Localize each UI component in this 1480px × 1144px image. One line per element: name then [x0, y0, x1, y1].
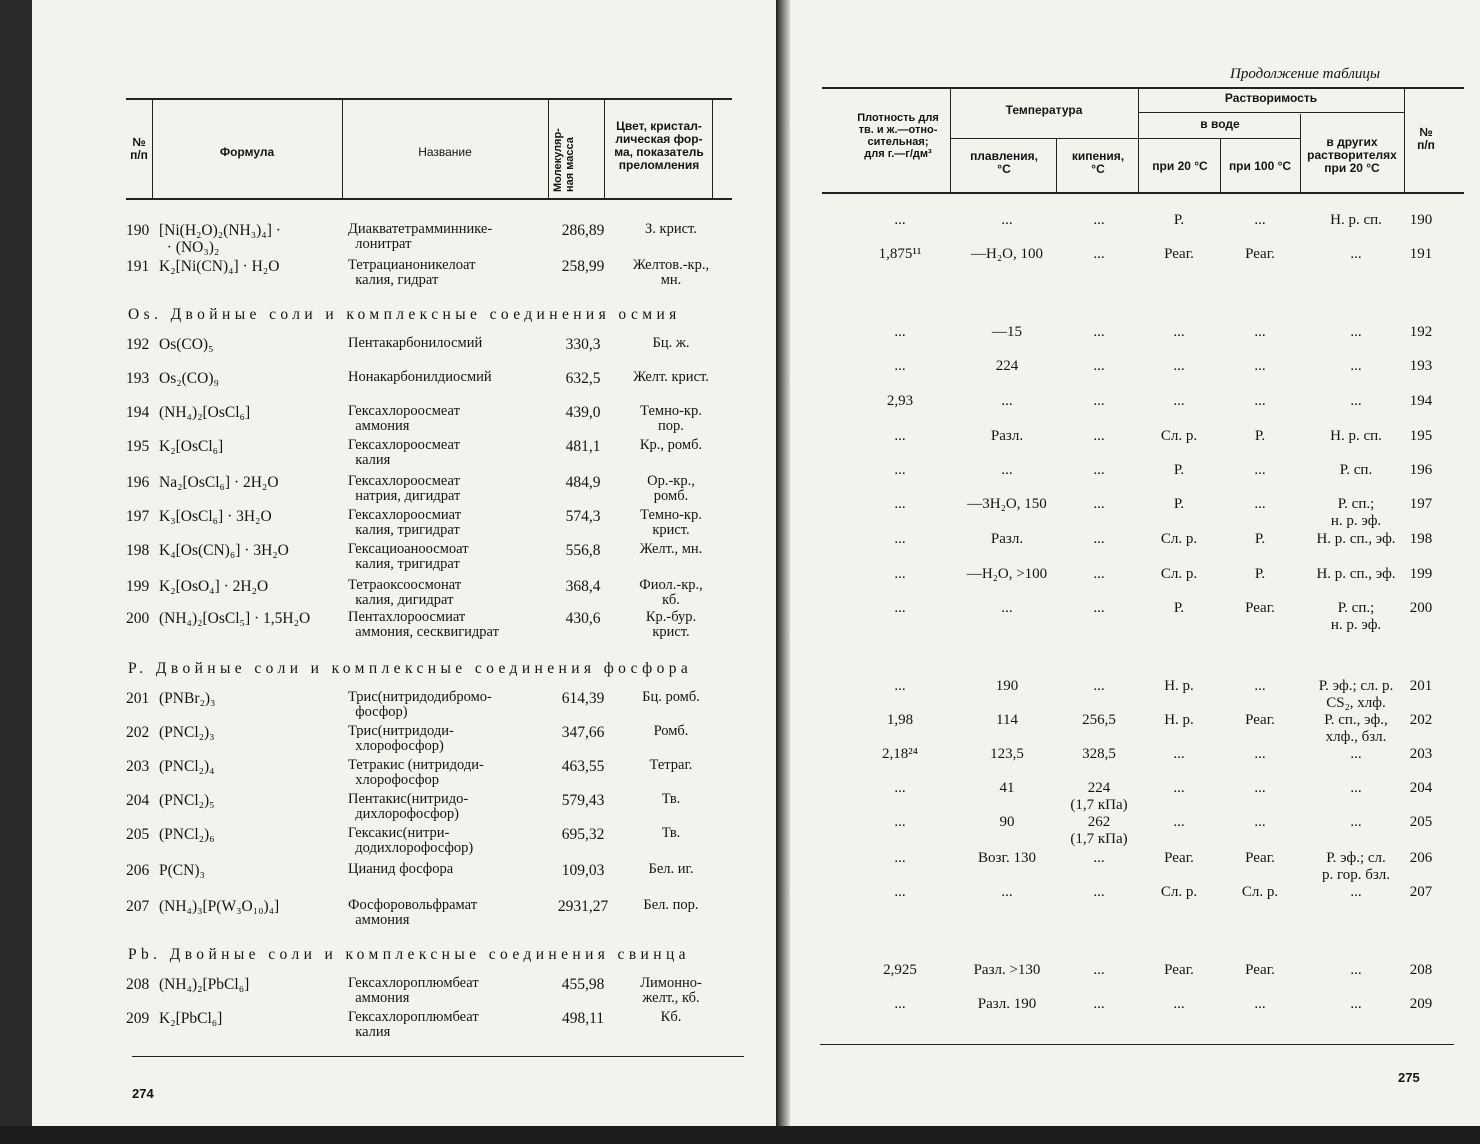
name-cell: Гексациоаноосмоат калия, тригидрат — [348, 541, 469, 572]
row-number: 207 — [1409, 884, 1433, 900]
name-cell: Гексахлороосмиат калия, тригидрат — [348, 507, 462, 538]
row-number: 201 — [126, 690, 150, 707]
row-number: 199 — [1409, 566, 1433, 582]
description-cell: Темно-кр. крист. — [640, 507, 702, 538]
row-number: 192 — [126, 336, 150, 353]
other-solvents-cell: Н. р. сп., эф. — [1316, 531, 1396, 547]
description-cell: Ор.-кр., ромб. — [647, 473, 695, 504]
row-number: 207 — [126, 898, 150, 915]
description-cell: Тв. — [661, 825, 681, 841]
melting-cell: Разл. >130 — [973, 962, 1041, 978]
header-bottom-rule — [822, 192, 1464, 194]
description-cell: Желт. крист. — [633, 369, 709, 385]
melting-cell: Разл. — [990, 428, 1024, 444]
continuation-label: Продолжение таблицы — [1230, 66, 1381, 82]
other-solvents-cell: Н. р. сп. — [1330, 428, 1382, 444]
row-number: 190 — [1409, 212, 1433, 228]
row-number: 200 — [1409, 600, 1433, 616]
mass-cell: 109,03 — [561, 862, 605, 879]
other-solvents-cell: Р. сп., эф., хлф., бзл. — [1324, 712, 1388, 745]
melting-cell: ... — [1001, 884, 1013, 900]
description-cell: Бц. ж. — [652, 335, 690, 351]
header-top-rule — [126, 98, 732, 100]
formula-cell: K₄[Os(CN)₆] · 3H₂O — [159, 542, 289, 559]
water-20-cell: Р. — [1173, 496, 1185, 512]
mass-cell: 430,6 — [565, 610, 601, 627]
water-100-cell: ... — [1254, 678, 1266, 694]
density-cell: ... — [894, 600, 906, 616]
mass-cell: 463,55 — [561, 758, 605, 775]
formula-cell: K₂[PbCl₆] — [159, 1010, 223, 1027]
formula-cell: (PNBr₂)₃ — [159, 690, 216, 707]
mass-cell: 484,9 — [565, 474, 601, 491]
water-100-cell: ... — [1254, 212, 1266, 228]
boiling-cell: 262 (1,7 кПа) — [1070, 814, 1128, 847]
name-cell: Гексакис(нитри- додихлорофосфор) — [348, 825, 474, 856]
water-20-cell: ... — [1173, 780, 1185, 796]
water-20-cell: Р. — [1173, 212, 1185, 228]
boiling-cell: ... — [1093, 246, 1105, 262]
density-cell: 1,875¹¹ — [878, 246, 922, 262]
header-boiling: кипения, °С — [1071, 149, 1125, 176]
melting-cell: Возг. 130 — [978, 850, 1036, 866]
header-divider — [1138, 89, 1139, 192]
other-solvents-cell: Н. р. сп. — [1330, 212, 1382, 228]
header-at20: при 20 °С — [1152, 159, 1208, 173]
formula-cell: (PNCl₂)₄ — [159, 758, 215, 775]
mass-cell: 632,5 — [565, 370, 601, 387]
footer-rule — [132, 1056, 744, 1057]
description-cell: Кр.-бур. крист. — [645, 609, 697, 640]
boiling-cell: ... — [1093, 358, 1105, 374]
header-divider — [1404, 89, 1405, 192]
formula-cell: (PNCl₂)₃ — [159, 724, 215, 741]
header-top-rule — [822, 87, 1464, 89]
density-cell: ... — [894, 884, 906, 900]
formula-cell: (NH₄)₂[PbCl₆] — [159, 976, 250, 993]
right-page — [790, 0, 1480, 1126]
mass-cell: 455,98 — [561, 976, 605, 993]
density-cell: 1,98 — [886, 712, 914, 728]
boiling-cell: ... — [1093, 850, 1105, 866]
density-cell: ... — [894, 212, 906, 228]
header-divider — [604, 100, 605, 198]
density-cell: ... — [894, 462, 906, 478]
row-number: 192 — [1409, 324, 1433, 340]
name-cell: Диакватетрамминнике- лонитрат — [348, 221, 493, 252]
header-subrule — [950, 138, 1138, 139]
formula-cell: K₂[OsCl₆] — [159, 438, 224, 455]
water-100-cell: ... — [1254, 746, 1266, 762]
header-divider — [342, 100, 343, 198]
density-cell: ... — [894, 996, 906, 1012]
density-cell: 2,18²⁴ — [882, 746, 918, 762]
boiling-cell: ... — [1093, 962, 1105, 978]
header-divider — [548, 100, 549, 198]
melting-cell: 90 — [999, 814, 1015, 830]
water-100-cell: ... — [1254, 780, 1266, 796]
name-cell: Пентакарбонилосмий — [348, 335, 483, 351]
description-cell: Ромб. — [653, 723, 689, 739]
row-number: 203 — [1409, 746, 1433, 762]
row-number: 205 — [1409, 814, 1433, 830]
boiling-cell: ... — [1093, 600, 1105, 616]
other-solvents-cell: Р. сп.; н. р. эф. — [1330, 600, 1382, 633]
water-100-cell: ... — [1254, 358, 1266, 374]
description-cell: Кр., ромб. — [639, 437, 703, 453]
other-solvents-cell: Р. сп.; н. р. эф. — [1330, 496, 1382, 529]
melting-cell: 41 — [999, 780, 1015, 796]
row-number: 197 — [126, 508, 150, 525]
description-cell: Фиол.-кр., кб. — [639, 577, 703, 608]
formula-cell: (PNCl₂)₆ — [159, 826, 215, 843]
mass-cell: 614,39 — [561, 690, 605, 707]
row-number: 203 — [126, 758, 150, 775]
melting-cell: Разл. 190 — [977, 996, 1037, 1012]
melting-cell: ... — [1001, 600, 1013, 616]
header-subrule — [1138, 138, 1300, 139]
row-number: 195 — [126, 438, 150, 455]
water-20-cell: Р. — [1173, 600, 1185, 616]
formula-cell: (PNCl₂)₅ — [159, 792, 215, 809]
other-solvents-cell: ... — [1350, 393, 1362, 409]
row-number: 191 — [1409, 246, 1433, 262]
formula-cell: (NH₄)₂[OsCl₅] · 1,5H₂O — [159, 610, 311, 627]
header-solubility: Растворимость — [1224, 91, 1318, 105]
name-cell: Трис(нитридоди- хлорофосфор) — [348, 723, 454, 754]
mass-cell: 330,3 — [565, 336, 601, 353]
name-cell: Гексахлороосмеат натрия, дигидрат — [348, 473, 461, 504]
mass-cell: 481,1 — [565, 438, 601, 455]
water-100-cell: Р. — [1254, 566, 1266, 582]
name-cell: Тетракис (нитридоди- хлорофосфор — [348, 757, 484, 788]
water-20-cell: Н. р. — [1164, 678, 1194, 694]
name-cell: Нонакарбонилдиосмий — [348, 369, 492, 385]
density-cell: ... — [894, 814, 906, 830]
water-20-cell: ... — [1173, 746, 1185, 762]
description-cell: З. крист. — [645, 221, 697, 237]
row-number: 190 — [126, 222, 150, 239]
water-20-cell: Сл. р. — [1160, 884, 1198, 900]
header-density: Плотность для тв. и ж.—отно- сительная; для г.—г/дм³ — [857, 112, 939, 160]
row-number: 195 — [1409, 428, 1433, 444]
section-heading: Os. Двойные соли и комплексные соединения осмия — [128, 306, 681, 323]
density-cell: ... — [894, 678, 906, 694]
melting-cell: —H₂O, >100 — [966, 566, 1048, 582]
water-100-cell: Р. — [1254, 428, 1266, 444]
water-100-cell: Реаг. — [1245, 600, 1275, 616]
description-cell: Бел. иг. — [648, 861, 694, 877]
water-100-cell: ... — [1254, 324, 1266, 340]
boiling-cell: ... — [1093, 566, 1105, 582]
description-cell: Лимонно- желт., кб. — [640, 975, 702, 1006]
mass-cell: 556,8 — [565, 542, 601, 559]
boiling-cell: ... — [1093, 884, 1105, 900]
other-solvents-cell: ... — [1350, 780, 1362, 796]
row-number: 194 — [1409, 393, 1433, 409]
mass-cell: 574,3 — [565, 508, 601, 525]
name-cell: Гексахлороосмеат аммония — [348, 403, 460, 434]
water-20-cell: Реаг. — [1164, 850, 1194, 866]
boiling-cell: ... — [1093, 531, 1105, 547]
header-name: Название — [418, 145, 472, 159]
water-100-cell: Реаг. — [1245, 962, 1275, 978]
boiling-cell: ... — [1093, 996, 1105, 1012]
mass-cell: 347,66 — [561, 724, 605, 741]
name-cell: Фосфоровольфрамат аммония — [348, 897, 478, 928]
water-20-cell: Сл. р. — [1160, 428, 1198, 444]
formula-cell: (NH₄)₃[P(W₃O₁₀)₄] — [159, 898, 280, 915]
density-cell: ... — [894, 358, 906, 374]
density-cell: ... — [894, 428, 906, 444]
boiling-cell: ... — [1093, 324, 1105, 340]
name-cell: Пентахлороосмиат аммония, сесквигидрат — [348, 609, 499, 640]
water-20-cell: Сл. р. — [1160, 531, 1198, 547]
water-20-cell: Р. — [1173, 462, 1185, 478]
name-cell: Гексахлороплюмбеат аммония — [348, 975, 479, 1006]
melting-cell: 114 — [996, 712, 1018, 728]
row-number: 208 — [1409, 962, 1433, 978]
description-cell: Темно-кр. пор. — [640, 403, 702, 434]
row-number: 202 — [1409, 712, 1433, 728]
other-solvents-cell: ... — [1350, 324, 1362, 340]
other-solvents-cell: ... — [1350, 746, 1362, 762]
book-spine — [776, 0, 790, 1144]
footer-rule — [820, 1044, 1454, 1045]
melting-cell: —15 — [992, 324, 1022, 340]
name-cell: Тетрацианоникелоат калия, гидрат — [348, 257, 476, 288]
header-divider — [1056, 138, 1057, 192]
water-100-cell: ... — [1254, 393, 1266, 409]
header-formula: Формула — [219, 145, 275, 159]
name-cell: Трис(нитридодибромо- фосфор) — [348, 689, 492, 720]
row-number: 197 — [1409, 496, 1433, 512]
other-solvents-cell: Р. сп. — [1339, 462, 1373, 478]
description-cell: Кб. — [660, 1009, 682, 1025]
row-number: 209 — [1409, 996, 1433, 1012]
other-solvents-cell: ... — [1350, 996, 1362, 1012]
water-100-cell: Реаг. — [1245, 246, 1275, 262]
header-at100: при 100 °С — [1228, 159, 1292, 173]
row-number: 193 — [126, 370, 150, 387]
mass-cell: 258,99 — [561, 258, 605, 275]
water-100-cell: ... — [1254, 996, 1266, 1012]
row-number: 198 — [126, 542, 150, 559]
melting-cell: ... — [1001, 393, 1013, 409]
header-divider — [712, 100, 713, 198]
boiling-cell: ... — [1093, 678, 1105, 694]
formula-cell: P(CN)₃ — [159, 862, 205, 879]
boiling-cell: ... — [1093, 462, 1105, 478]
water-20-cell: ... — [1173, 358, 1185, 374]
row-number: 208 — [126, 976, 150, 993]
name-cell: Гексахлороосмеат калия — [348, 437, 460, 468]
other-solvents-cell: ... — [1350, 246, 1362, 262]
section-heading: P. Двойные соли и комплексные соединения фосфора — [128, 660, 693, 677]
header-in-water: в воде — [1200, 117, 1240, 131]
header-mass: Молекуляр- ная масса — [552, 128, 576, 192]
water-100-cell: Реаг. — [1245, 850, 1275, 866]
page-number-right: 275 — [1398, 1070, 1420, 1085]
density-cell: ... — [894, 566, 906, 582]
name-cell: Пентакис(нитридо- дихлорофосфор) — [348, 791, 469, 822]
row-number: 193 — [1409, 358, 1433, 374]
description-cell: Бел. пор. — [643, 897, 699, 913]
row-number: 194 — [126, 404, 150, 421]
description-cell: Желтов.-кр., мн. — [632, 257, 710, 288]
mass-cell: 498,11 — [561, 1010, 605, 1027]
header-num: № п/п — [1417, 125, 1435, 152]
row-number: 201 — [1409, 678, 1433, 694]
melting-cell: 190 — [995, 678, 1019, 694]
formula-cell: K₃[OsCl₆] · 3H₂O — [159, 508, 272, 525]
row-number: 198 — [1409, 531, 1433, 547]
header-subrule — [1138, 112, 1404, 113]
boiling-cell: ... — [1093, 212, 1105, 228]
boiling-cell: ... — [1093, 428, 1105, 444]
row-number: 204 — [126, 792, 150, 809]
melting-cell: —H₂O, 100 — [971, 246, 1043, 262]
header-divider — [152, 100, 153, 198]
water-100-cell: Сл. р. — [1241, 884, 1279, 900]
description-cell: Бц. ромб. — [642, 689, 700, 705]
row-number: 196 — [126, 474, 150, 491]
water-100-cell: ... — [1254, 814, 1266, 830]
water-20-cell: ... — [1173, 996, 1185, 1012]
mass-cell: 286,89 — [561, 222, 605, 239]
density-cell: ... — [894, 324, 906, 340]
melting-cell: 224 — [995, 358, 1019, 374]
row-number: 196 — [1409, 462, 1433, 478]
mass-cell: 579,43 — [561, 792, 605, 809]
boiling-cell: ... — [1093, 393, 1105, 409]
formula-cell: (NH₄)₂[OsCl₆] — [159, 404, 251, 421]
description-cell: Тв. — [661, 791, 681, 807]
boiling-cell: ... — [1093, 496, 1105, 512]
name-cell: Гексахлороплюмбеат калия — [348, 1009, 479, 1040]
left-page — [32, 0, 776, 1126]
row-number: 209 — [126, 1010, 150, 1027]
description-cell: Желт., мн. — [639, 541, 703, 557]
row-number: 204 — [1409, 780, 1433, 796]
formula-cell: Os(CO)₅ — [159, 336, 214, 353]
melting-cell: Разл. — [990, 531, 1024, 547]
formula-cell: Na₂[OsCl₆] · 2H₂O — [159, 474, 279, 491]
other-solvents-cell: Р. эф.; сл. р. CS₂, хлф. — [1318, 678, 1394, 711]
description-cell: Тетраг. — [649, 757, 693, 773]
density-cell: 2,925 — [883, 962, 917, 978]
mass-cell: 695,32 — [561, 826, 605, 843]
name-cell: Цианид фосфора — [348, 861, 454, 877]
formula-cell: Os₂(CO)₉ — [159, 370, 219, 387]
water-100-cell: Р. — [1254, 531, 1266, 547]
formula-cell: K₂[OsO₄] · 2H₂O — [159, 578, 269, 595]
mass-cell: 2931,27 — [557, 898, 609, 915]
density-cell: ... — [894, 531, 906, 547]
row-number: 206 — [1409, 850, 1433, 866]
bottom-edge — [0, 1126, 1480, 1144]
melting-cell: —3H₂O, 150 — [967, 496, 1047, 512]
boiling-cell: 328,5 — [1082, 746, 1116, 762]
water-20-cell: ... — [1173, 814, 1185, 830]
density-cell: 2,93 — [886, 393, 914, 409]
water-20-cell: Реаг. — [1164, 962, 1194, 978]
water-20-cell: Сл. р. — [1160, 566, 1198, 582]
header-num: № п/п — [130, 135, 148, 162]
water-20-cell: ... — [1173, 393, 1185, 409]
header-melting: плавления, °С — [970, 149, 1038, 176]
other-solvents-cell: ... — [1350, 358, 1362, 374]
other-solvents-cell: ... — [1350, 814, 1362, 830]
density-cell: ... — [894, 780, 906, 796]
density-cell: ... — [894, 496, 906, 512]
boiling-cell: 224 (1,7 кПа) — [1070, 780, 1128, 813]
header-divider — [950, 89, 951, 192]
formula-cell: K₂[Ni(CN)₄] · H₂O — [159, 258, 280, 275]
row-number: 206 — [126, 862, 150, 879]
melting-cell: ... — [1001, 462, 1013, 478]
row-number: 200 — [126, 610, 150, 627]
water-20-cell: ... — [1173, 324, 1185, 340]
water-20-cell: Реаг. — [1164, 246, 1194, 262]
formula-cell: [Ni(H₂O)₂(NH₃)₄] · · (NO₃)₂ — [159, 222, 281, 256]
header-bottom-rule — [126, 198, 732, 200]
row-number: 202 — [126, 724, 150, 741]
mass-cell: 439,0 — [565, 404, 601, 421]
boiling-cell: 256,5 — [1082, 712, 1116, 728]
row-number: 191 — [126, 258, 150, 275]
row-number: 199 — [126, 578, 150, 595]
other-solvents-cell: ... — [1350, 962, 1362, 978]
header-desc: Цвет, кристал- лическая фор- ма, показатель преломления — [614, 119, 704, 172]
melting-cell: ... — [1001, 212, 1013, 228]
header-other: в других растворителях при 20 °С — [1307, 135, 1397, 175]
name-cell: Тетраоксоосмонат калия, дигидрат — [348, 577, 462, 608]
row-number: 205 — [126, 826, 150, 843]
mass-cell: 368,4 — [565, 578, 601, 595]
other-solvents-cell: ... — [1350, 884, 1362, 900]
page-number-left: 274 — [132, 1086, 154, 1101]
water-100-cell: Реаг. — [1245, 712, 1275, 728]
water-100-cell: ... — [1254, 462, 1266, 478]
section-heading: Pb. Двойные соли и комплексные соединения свинца — [128, 946, 690, 963]
other-solvents-cell: Р. эф.; сл. р. гор. бзл. — [1321, 850, 1391, 883]
melting-cell: 123,5 — [990, 746, 1024, 762]
header-temperature: Температура — [1005, 103, 1083, 117]
water-100-cell: ... — [1254, 496, 1266, 512]
water-20-cell: Н. р. — [1164, 712, 1194, 728]
other-solvents-cell: Н. р. сп., эф. — [1316, 566, 1396, 582]
density-cell: ... — [894, 850, 906, 866]
